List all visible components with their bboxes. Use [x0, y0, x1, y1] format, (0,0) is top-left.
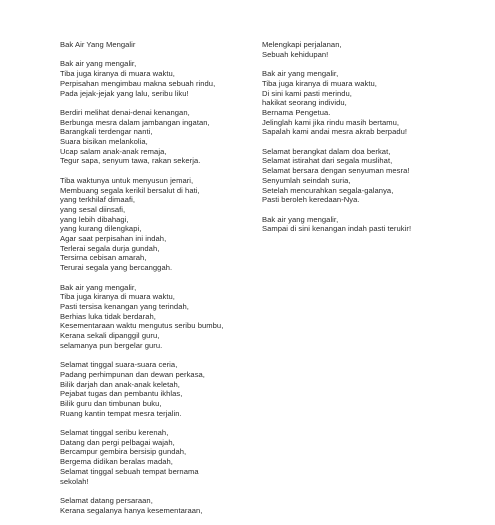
poem-line: Senyumlah seindah suria,: [262, 175, 351, 185]
poem-stanza: [60, 360, 260, 418]
poem-line: yang lebih dibahagi,: [60, 214, 129, 224]
poem-line: Terurai segala yang bercanggah.: [60, 263, 173, 273]
poem-line: Barangkali terdengar nanti,: [60, 127, 153, 137]
poem-line: Pasti beroleh keredaan-Nya.: [262, 195, 360, 205]
poem-line: Bilik darjah dan anak-anak keletah,: [60, 379, 180, 389]
poem-stanza: [262, 147, 477, 205]
poem-line: Bernama Pengetua.: [262, 107, 331, 117]
poem-line: sekolah!: [60, 476, 89, 486]
poem-line: Selamat istirahat dari segala muslihat,: [262, 156, 393, 166]
poem-line: Tiba waktunya untuk menyusun jemari,: [60, 175, 194, 185]
poem-line: Tiba juga kiranya di muara waktu,: [262, 78, 377, 88]
poem-line: Selamat bersara dengan senyuman mesra!: [262, 166, 410, 176]
poem-stanza: [60, 59, 260, 98]
poem-stanza: [262, 215, 477, 234]
poem-stanza: [60, 428, 260, 486]
poem-line: Bercampur gembira bersisip gundah,: [60, 447, 187, 457]
poem-line: Setelah mencurahkan segala-galanya,: [262, 185, 394, 195]
poem-line: Berdiri melihat denai-denai kenangan,: [60, 107, 190, 117]
poem-line: Agar saat perpisahan ini indah,: [60, 234, 167, 244]
poem-line: hakikat seorang individu,: [262, 98, 347, 108]
poem-line: Kerana segalanya hanya kesementaraan,: [60, 505, 203, 515]
poem-line: Berhias luka tidak berdarah,: [60, 311, 156, 321]
poem-line: Pada jejak-jejak yang lalu, seribu liku!: [60, 88, 189, 98]
poem-line: Selamat berangkat dalam doa berkat,: [262, 146, 391, 156]
poem-left-column: [60, 40, 260, 525]
poem-line: Pasti tersisa kenangan yang terindah,: [60, 301, 189, 311]
poem-line: Kesementaraan waktu mengutus seribu bumbu,: [60, 321, 224, 331]
poem-line: Terlerai segala durja gundah,: [60, 243, 160, 253]
poem-line: Sebuah kehidupan!: [262, 49, 329, 59]
poem-line: Selamat tinggal seribu kerenah,: [60, 428, 169, 438]
poem-line: Selamat datang persaraan,: [60, 495, 153, 505]
poem-line: selamanya pun bergelar guru.: [60, 340, 163, 350]
poem-line: Tegur sapa, senyum tawa, rakan sekerja.: [60, 156, 201, 166]
poem-line: Suara bisikan melankolia,: [60, 137, 148, 146]
poem-line: Sapalah kami andai mesra akrab berpadu!: [262, 127, 408, 137]
poem-line: Bak air yang mengalir,: [262, 69, 339, 79]
poem-line: Ruang kantin tempat mesra terjalin.: [60, 408, 182, 418]
poem-line: Bergema didikan beralas madah,: [60, 457, 173, 467]
poem-line: Tersirna cebisan amarah,: [60, 253, 147, 263]
poem-line: Selamat tinggal sebuah tempat bernama: [60, 466, 199, 476]
poem-line: Sampai di sini kenangan indah pasti terukir!: [262, 224, 412, 234]
poem-line: Tiba juga kiranya di muara waktu,: [60, 292, 175, 302]
poem-stanza: [262, 40, 477, 59]
poem-line: Ucap salam anak-anak remaja,: [60, 146, 167, 156]
poem-stanza: [60, 496, 260, 515]
poem-line: Bak air yang mengalir,: [60, 282, 137, 292]
poem-line: Perpisahan mengimbau makna sebuah rindu,: [60, 78, 216, 88]
poem-line: Padang perhimpunan dan dewan perkasa,: [60, 369, 205, 379]
poem-line: Bak air yang mengalir,: [262, 214, 339, 224]
left-stanzas: [60, 59, 260, 515]
poem-stanza: [60, 283, 260, 351]
poem-line: Berbunga mesra dalam jambangan ingatan,: [60, 117, 210, 127]
poem-line: Tiba juga kiranya di muara waktu,: [60, 69, 175, 79]
poem-title: Bak Air Yang Mengalir: [60, 40, 136, 49]
poem-line: Jelinglah kami jika rindu masih bertamu,: [262, 117, 400, 127]
poem-stanza: [262, 69, 477, 137]
poem-line: Di sini kami pasti merindu,: [262, 88, 352, 98]
poem-line: yang kurang dilengkapi,: [60, 224, 142, 234]
poem-line: Membuang segala kerikil bersalut di hati,: [60, 185, 200, 195]
right-stanzas: [262, 40, 477, 234]
poem-line: Bilik guru dan timbunan buku,: [60, 398, 162, 408]
poem-line: yang terkhilaf dimaafi,: [60, 195, 136, 205]
poem-right-column: [262, 40, 477, 244]
poem-stanza: [60, 176, 260, 273]
poem-line: Datang dan pergi pelbagai wajah,: [60, 437, 175, 447]
poem-line: yang sesal diinsafi,: [60, 204, 126, 214]
poem-line: Selamat tinggal suara-suara ceria,: [60, 360, 178, 370]
poem-stanza: [60, 108, 260, 166]
poem-line: Kerana sekali dipanggil guru,: [60, 331, 160, 341]
poem-line: Bak air yang mengalir,: [60, 59, 137, 69]
poem-line: Melengkapi perjalanan,: [262, 40, 342, 49]
poem-line: Pejabat tugas dan pembantu ikhlas,: [60, 389, 183, 399]
